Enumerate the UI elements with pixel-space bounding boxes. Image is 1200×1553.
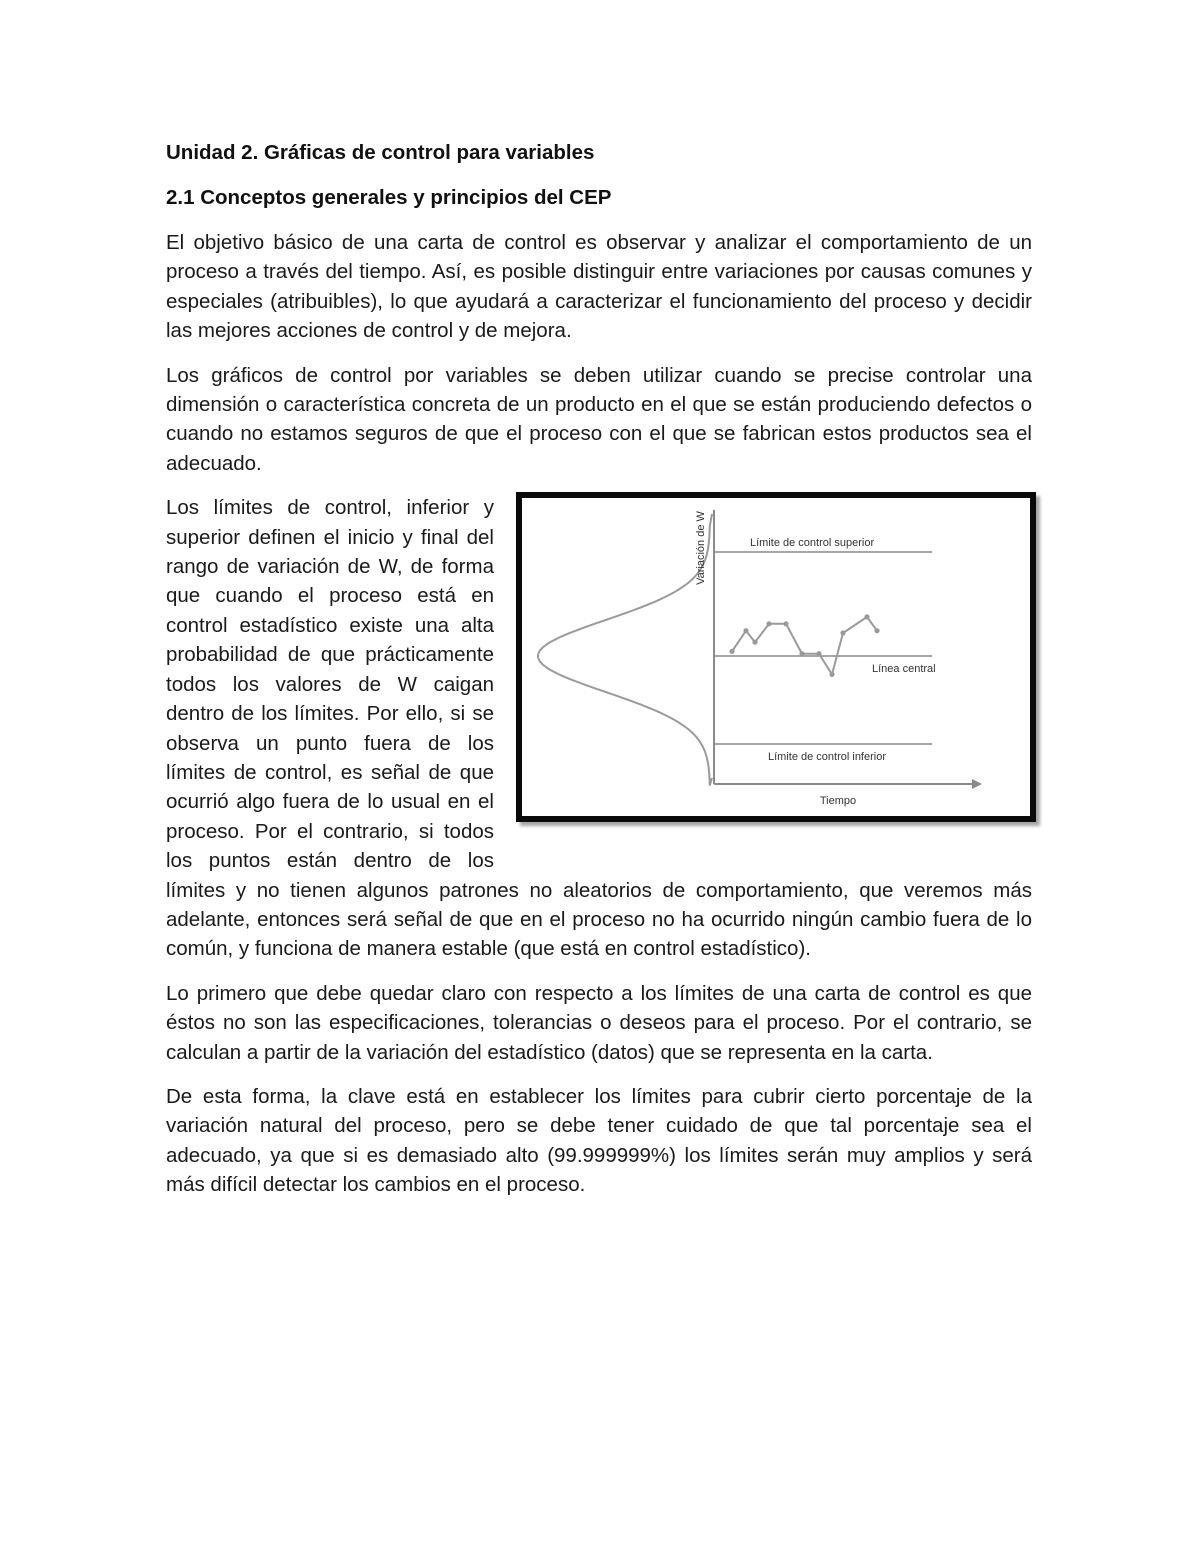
section-heading: 2.1 Conceptos generales y principios del CEP (166, 186, 612, 209)
center-line-label: Línea central (872, 663, 936, 676)
paragraph-5: De esta forma, la clave está en establecer los límites para cubrir cierto porcentaje de la variación natural del proceso, pero se debe tener cuidado de que tal porcentaje sea el adecuado, ya que si es demasiado alto (99.999999%) los límites serán muy amplios y será más difícil detectar los cambios en el proceso. (166, 1084, 1032, 1197)
lower-control-limit-label: Límite de control inferior (768, 751, 886, 764)
paragraph-1: El objetivo básico de una carta de control es observar y analizar el comportamiento de un proceso a través del tiempo. Así, es posible distinguir entre variaciones por causas comunes y especiales (atribuibles), lo que ayudará a caracterizar el funcionamiento del proceso y decidir las mejores acciones de control y de mejora. (166, 231, 1032, 343)
series-point-9 (840, 631, 845, 636)
series-point-8 (829, 672, 834, 677)
series-point-5 (783, 621, 788, 626)
paragraph-3: Los límites de control, inferior y superior definen el inicio y final del rango de variación de W, de forma que cuando el proceso está en control estadístico existe una alta probabilidad de que prácticamente todos los valores de W caigan dentro de los límites. Por ello, si se observa un punto fuera de los límites de control, es señal de que ocurrió algo fuera de lo usual en el proceso. Por el contrario, si todos los puntos están dentro de los límites y no tienen algunos patrones no aleatorios de comportamiento, que veremos más adelante, entonces será señal de que en el proceso no ha ocurrido ningún cambio fuera de lo común, y funciona de manera estable (que está en control estadístico). (166, 496, 1032, 961)
control-chart-frame (516, 492, 1036, 822)
x-axis-label: Tiempo (819, 795, 857, 808)
y-axis-label: Variación de W (695, 511, 707, 586)
document-page (166, 138, 1032, 1215)
document-title: Unidad 2. Gráficas de control para variables (166, 141, 595, 164)
control-chart (522, 498, 1030, 816)
normal-distribution-curve (538, 514, 712, 786)
series-point-11 (874, 628, 879, 633)
paragraph-2: Los gráficos de control por variables se deben utilizar cuando se precise controlar una dimensión o característica concreta de un producto en el que se están produciendo defectos o cuando no estamos seguros de que el proceso con el que se fabrican estos productos sea el adecuado. (166, 363, 1032, 475)
series-point-4 (766, 621, 771, 626)
series-line (732, 617, 877, 675)
series-point-6 (799, 651, 804, 656)
upper-control-limit-label: Límite de control superior (750, 537, 875, 550)
paragraph-4: Lo primero que debe quedar claro con respecto a los límites de una carta de control es que éstos no son las especificaciones, tolerancias o deseos para el proceso. Por el contrario, se calculan a partir de la variación del estadístico (datos) que se representa en la carta. (166, 981, 1032, 1064)
series-point-10 (864, 615, 869, 620)
series-point-2 (743, 628, 748, 633)
series-point-3 (752, 640, 757, 645)
x-axis-arrow-icon (972, 779, 982, 789)
series-point-1 (729, 649, 734, 654)
series-point-7 (816, 651, 821, 656)
control-chart-figure (516, 492, 1038, 848)
